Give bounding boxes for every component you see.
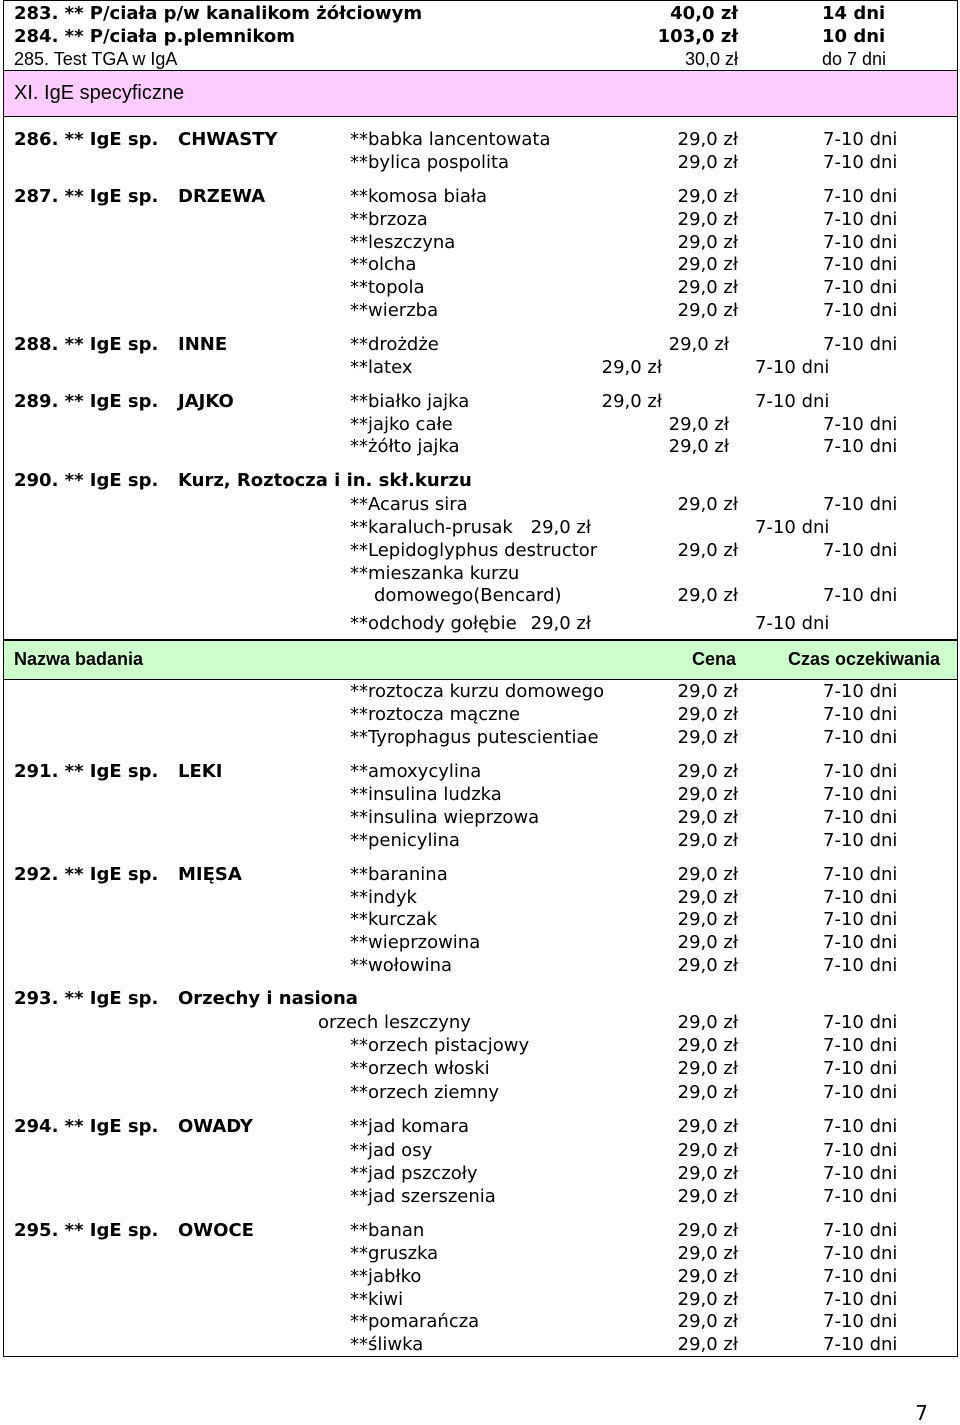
price-cell: 29,0 zł [677,186,738,207]
time-cell: 7-10 dni [823,704,898,725]
group-number: 295. ** IgE sp. [14,1220,159,1241]
price-cell: 29,0 zł [677,232,738,253]
time-cell: 7-10 dni [823,887,898,908]
group-category: JAJKO [178,391,234,412]
group-number: 288. ** IgE sp. [14,334,159,355]
test-name: **kiwi [350,1289,404,1310]
time-cell: 7-10 dni [823,1186,898,1207]
time-cell: 7-10 dni [823,494,898,515]
time-cell: 7-10 dni [823,129,898,150]
time-cell: 7-10 dni [823,1266,898,1287]
test-name: **wieprzowina [350,932,481,953]
price-cell: 29,0 zł [677,1163,738,1184]
group-category: DRZEWA [178,186,266,207]
price-cell: 29,0 zł [677,1012,738,1033]
test-name: **brzoza [350,209,428,230]
time-cell: 7-10 dni [823,909,898,930]
test-name: **jad osy [350,1140,433,1161]
group-number: 290. ** IgE sp. [14,470,159,491]
column-header-name: Nazwa badania [14,649,144,669]
time-cell: 7-10 dni [823,334,898,355]
test-name: **karaluch-prusak [350,517,513,538]
time-cell: 7-10 dni [823,784,898,805]
test-name: **jajko całe [350,414,453,435]
test-name: **leszczyna [350,232,456,253]
test-name: **jad pszczoły [350,1163,478,1184]
test-name-cont: domowego(Bencard) [374,585,562,606]
test-name: **białko jajka [350,391,470,412]
test-name: **banan [350,1220,425,1241]
price-cell: 29,0 zł [668,436,729,457]
time-cell: 7-10 dni [755,613,830,634]
page-number: 7 [915,1401,928,1425]
price-cell: 29,0 zł [677,1035,738,1056]
test-name: **orzech włoski [350,1058,490,1079]
price-cell: 29,0 zł [677,585,738,606]
group-category: OWADY [178,1116,253,1137]
time-cell: 7-10 dni [823,830,898,851]
time-cell: 7-10 dni [823,1243,898,1264]
group-category: Orzechy i nasiona [178,988,358,1009]
price-cell: 29,0 zł [668,414,729,435]
time-cell: 7-10 dni [755,357,830,378]
time-cell: 7-10 dni [823,1058,898,1079]
price-cell: 29,0 zł [677,932,738,953]
price-cell: 29,0 zł [677,807,738,828]
time-cell: 7-10 dni [823,414,898,435]
price-cell: 29,0 zł [677,129,738,150]
time-cell: 7-10 dni [823,932,898,953]
time-cell: 7-10 dni [823,209,898,230]
section-xi-heading: XI. IgE specyficzne [14,82,185,104]
test-name: **jad komara [350,1116,469,1137]
test-name: **insulina ludzka [350,784,502,805]
price-cell: 29,0 zł [677,830,738,851]
group-category: MIĘSA [178,864,242,885]
test-name: **roztocza mączne [350,704,521,725]
group-category: Kurz, Roztocza i in. skł.kurzu [178,470,472,491]
top-row-time: 10 dni [822,26,886,47]
time-cell: 7-10 dni [823,186,898,207]
top-row-price: 40,0 zł [670,3,738,24]
test-name: **orzech ziemny [350,1082,500,1103]
price-cell: 29,0 zł [677,254,738,275]
test-name: **indyk [350,887,417,908]
price-cell: 29,0 zł [677,864,738,885]
price-cell: 29,0 zł [677,1334,738,1355]
test-name: **Tyrophagus putescientiae [350,727,599,748]
time-cell: 7-10 dni [823,1082,898,1103]
time-cell: 7-10 dni [823,152,898,173]
price-cell: 29,0 zł [677,909,738,930]
test-name: orzech leszczyny [318,1012,471,1033]
group-category: LEKI [178,761,223,782]
top-row-label: 283. ** P/ciała p/w kanalikom żółciowym [14,3,423,24]
price-cell: 29,0 zł [530,517,591,538]
test-name: **wierzba [350,300,439,321]
test-name: **topola [350,277,425,298]
price-cell: 29,0 zł [677,784,738,805]
price-cell: 29,0 zł [677,152,738,173]
time-cell: 7-10 dni [823,1311,898,1332]
price-cell: 29,0 zł [677,494,738,515]
top-row-time: 14 dni [822,3,886,24]
price-cell: 29,0 zł [677,300,738,321]
test-name: **babka lancentowata [350,129,551,150]
group-category: INNE [178,334,228,355]
time-cell: 7-10 dni [823,1012,898,1033]
time-cell: 7-10 dni [823,300,898,321]
group-number: 294. ** IgE sp. [14,1116,159,1137]
group-number: 292. ** IgE sp. [14,864,159,885]
column-header-price: Cena [692,649,737,669]
test-name: **komosa biała [350,186,488,207]
test-name: **kurczak [350,909,438,930]
time-cell: 7-10 dni [823,1334,898,1355]
price-cell: 29,0 zł [677,1243,738,1264]
group-number: 291. ** IgE sp. [14,761,159,782]
test-name: **Acarus sira [350,494,468,515]
price-cell: 29,0 zł [677,277,738,298]
price-cell: 29,0 zł [677,681,738,702]
time-cell: 7-10 dni [823,232,898,253]
test-name: **latex [350,357,413,378]
time-cell: 7-10 dni [823,727,898,748]
price-cell: 29,0 zł [677,1058,738,1079]
group-number: 289. ** IgE sp. [14,391,159,412]
price-cell: 29,0 zł [677,1140,738,1161]
test-name: **żółto jajka [350,436,460,457]
price-cell: 29,0 zł [677,1220,738,1241]
time-cell: 7-10 dni [755,517,830,538]
test-name: **olcha [350,254,417,275]
top-row-time: do 7 dni [822,49,887,69]
time-cell: 7-10 dni [823,681,898,702]
group-number: 287. ** IgE sp. [14,186,159,207]
price-cell: 29,0 zł [677,1311,738,1332]
time-cell: 7-10 dni [823,277,898,298]
price-cell: 29,0 zł [677,887,738,908]
test-name: **jad szerszenia [350,1186,496,1207]
test-name: **penicylina [350,830,460,851]
price-cell: 29,0 zł [677,540,738,561]
test-name: **orzech pistacjowy [350,1035,530,1056]
test-name: **mieszanka kurzu [350,563,520,584]
test-name: **gruszka [350,1243,439,1264]
time-cell: 7-10 dni [823,761,898,782]
test-name: **drożdże [350,334,439,355]
price-cell: 29,0 zł [677,761,738,782]
group-category: OWOCE [178,1220,254,1241]
price-cell: 29,0 zł [677,209,738,230]
price-cell: 29,0 zł [668,334,729,355]
price-cell: 29,0 zł [677,727,738,748]
test-name: **pomarańcza [350,1311,480,1332]
top-row-label: 285. Test TGA w IgA [14,49,178,69]
price-cell: 29,0 zł [677,1186,738,1207]
group-number: 293. ** IgE sp. [14,988,159,1009]
time-cell: 7-10 dni [823,585,898,606]
price-cell: 29,0 zł [677,1289,738,1310]
test-name: **baranina [350,864,448,885]
time-cell: 7-10 dni [823,254,898,275]
price-cell: 29,0 zł [677,704,738,725]
time-cell: 7-10 dni [823,436,898,457]
column-header-time: Czas oczekiwania [788,649,941,669]
price-cell: 29,0 zł [677,955,738,976]
price-cell: 29,0 zł [601,391,662,412]
test-name: **Lepidoglyphus destructor [350,540,598,561]
time-cell: 7-10 dni [823,1220,898,1241]
time-cell: 7-10 dni [823,864,898,885]
test-name: **odchody gołębie [350,613,517,634]
time-cell: 7-10 dni [823,955,898,976]
time-cell: 7-10 dni [823,1163,898,1184]
price-cell: 29,0 zł [530,613,591,634]
test-name: **jabłko [350,1266,422,1287]
price-cell: 29,0 zł [677,1116,738,1137]
price-cell: 29,0 zł [677,1082,738,1103]
top-row-price: 103,0 zł [657,26,738,47]
test-name: **wołowina [350,955,453,976]
time-cell: 7-10 dni [823,1289,898,1310]
group-number: 286. ** IgE sp. [14,129,159,150]
test-name: **insulina wieprzowa [350,807,540,828]
test-name: **amoxycylina [350,761,482,782]
test-name: **bylica pospolita [350,152,510,173]
group-category: CHWASTY [178,129,278,150]
test-name: **roztocza kurzu domowego [350,681,605,702]
time-cell: 7-10 dni [823,807,898,828]
time-cell: 7-10 dni [823,1116,898,1137]
time-cell: 7-10 dni [823,1140,898,1161]
top-row-price: 30,0 zł [684,49,738,69]
top-row-label: 284. ** P/ciała p.plemnikom [14,26,295,47]
price-cell: 29,0 zł [677,1266,738,1287]
time-cell: 7-10 dni [823,1035,898,1056]
time-cell: 7-10 dni [823,540,898,561]
price-cell: 29,0 zł [601,357,662,378]
time-cell: 7-10 dni [755,391,830,412]
test-name: **śliwka [350,1334,424,1355]
